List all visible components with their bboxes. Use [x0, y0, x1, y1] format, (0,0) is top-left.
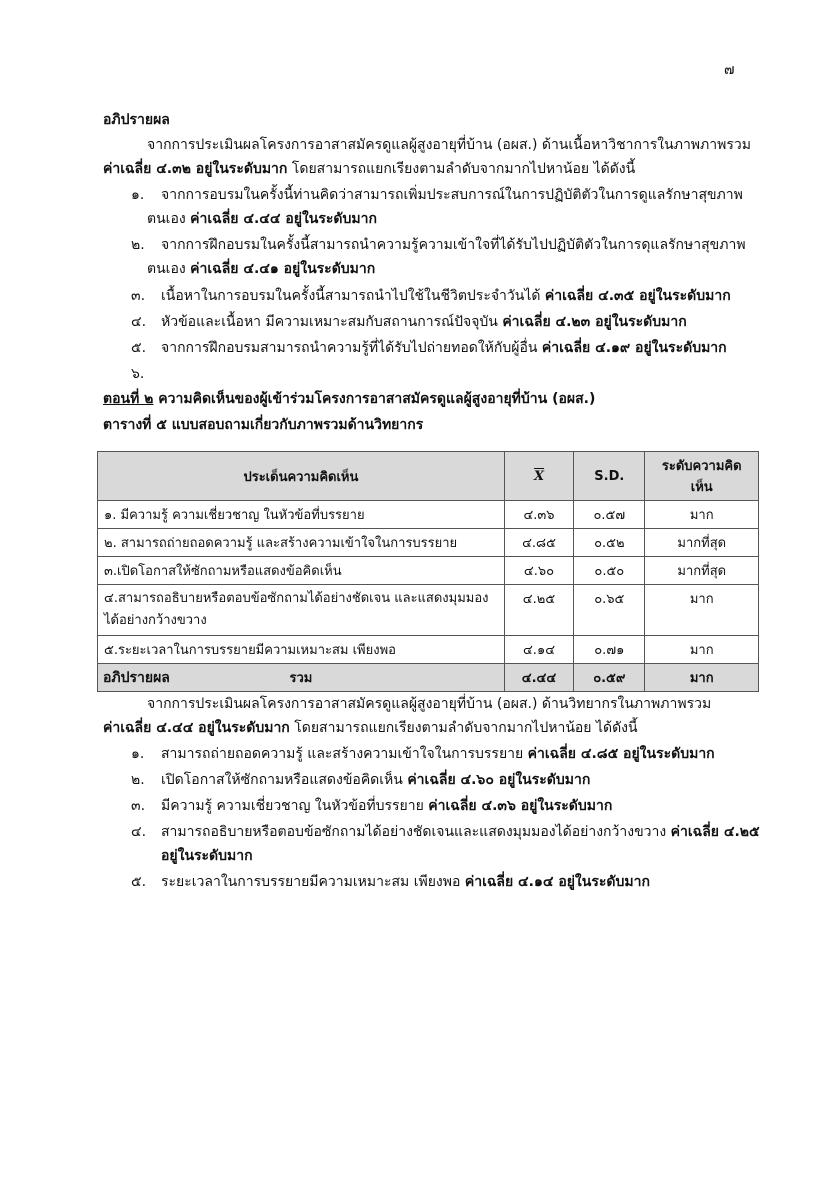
section2-intro-line2: [103, 717, 638, 739]
header-mean: [504, 452, 573, 501]
s2-item-5-text: ระยะเวลาในการบรรยายมีความเหมาะสม เพียงพอ: [161, 874, 465, 890]
table-row: [98, 557, 759, 585]
s2-item-4: [131, 821, 760, 843]
section2-intro-rest: โดยสามารถแยกเรียงตามลำดับจากมากไปหาน้อย ได้ดังนี้: [289, 720, 638, 736]
s2-item-5-bold: ค่าเฉลี่ย ๔.๑๔ อยู่ในระดับมาก: [464, 874, 650, 890]
row-mean: ๔.๖๐: [504, 557, 573, 585]
s2-item-3-text: มีความรู้ ความเชี่ยวชาญ ในหัวข้อที่บรรยาย: [161, 798, 429, 814]
table-total-row: [98, 664, 759, 692]
s2-item-2-bold: ค่าเฉลี่ย ๔.๖๐ อยู่ในระดับมาก: [407, 772, 591, 788]
row-mean: ๔.๓๖: [504, 501, 573, 529]
s2-item-5-num: ๕.: [131, 874, 147, 890]
s2-item-3-bold: ค่าเฉลี่ย ๔.๓๖ อยู่ในระดับมาก: [428, 798, 613, 814]
row-level: มาก: [645, 501, 759, 529]
row-mean: ๔.๒๕: [504, 585, 573, 636]
s1-item-4-num: ๔.: [131, 314, 147, 330]
row-sd: ๐.๗๑: [574, 636, 645, 664]
total-label: รวม: [98, 664, 505, 692]
total-mean: ๔.๔๔: [504, 664, 573, 692]
s1-item-2-pre: ตนเอง: [147, 261, 191, 277]
row-sd: ๐.๕๐: [574, 557, 645, 585]
s1-item-3: [131, 285, 731, 307]
section1-intro-line1: จากการประเมินผลโครงการอาสาสมัครดูแลผู้สูงอายุที่บ้าน (อผส.) ด้านเนื้อหาวิชาการในภาพภาพรวม: [147, 137, 751, 153]
s2-item-2: [131, 769, 590, 791]
s2-item-1-text: สามารถถ่ายถอดความรู้ และสร้างความเข้าใจในการบรรยาย: [161, 746, 528, 762]
s1-item-2-line1: จากการฝึกอบรมในครั้งนี้สามารถนำความรู้ความเข้าใจที่ได้รับไปปฏิบัติตัวในการดุแลรักษาสุขภาพ: [161, 237, 746, 253]
part2-label: ตอนที่ ๒: [103, 391, 154, 407]
total-sd: ๐.๕๙: [574, 664, 645, 692]
s1-item-3-num: ๓.: [131, 288, 146, 304]
row-mean: ๔.๘๕: [504, 529, 573, 557]
page-number: ๗: [724, 62, 735, 78]
s1-item-1-line2: [147, 208, 377, 230]
part2-title-text: ความคิดเห็นของผู้เข้าร่วมโครงการอาสาสมัครดูแลผู้สูงอายุที่บ้าน (อผส.): [153, 391, 596, 407]
s2-item-1-bold: ค่าเฉลี่ย ๔.๘๕ อยู่ในระดับมาก: [527, 746, 715, 762]
row-sd: ๐.๖๕: [574, 585, 645, 636]
s2-item-1-num: ๑.: [131, 746, 145, 762]
s1-item-2-bold: ค่าเฉลี่ย ๔.๔๑ อยู่ในระดับมาก: [190, 261, 376, 277]
s1-item-4: [131, 311, 687, 333]
row-item: ๑. มีความรู้ ความเชี่ยวชาญ ในหัวข้อที่บรรยาย: [98, 501, 505, 529]
s1-item-5-bold: ค่าเฉลี่ย ๔.๑๙ อยู่ในระดับมาก: [541, 340, 727, 356]
table-row: [98, 529, 759, 557]
row-item: ๕.ระยะเวลาในการบรรยายมีความเหมาะสม เพียงพอ: [98, 636, 505, 664]
header-item: ประเด็นความคิดเห็น: [98, 452, 505, 501]
total-level: มาก: [645, 664, 759, 692]
s1-item-1-pre: ตนเอง: [147, 211, 191, 227]
s1-item-5-num: ๕.: [131, 340, 147, 356]
section1-intro-rest: โดยสามารถแยกเรียงตามลำดับจากมากไปหาน้อย ได้ดังนี้: [287, 161, 636, 177]
row-level: มาก: [645, 585, 759, 636]
section2-intro-bold: ค่าเฉลี่ย ๔.๔๔ อยู่ในระดับมาก: [103, 720, 290, 736]
section1-intro-line2: [103, 158, 635, 180]
section1-intro-bold: ค่าเฉลี่ย ๔.๓๒ อยู่ในระดับมาก: [103, 161, 288, 177]
part2-title: [103, 388, 595, 410]
row-mean: ๔.๑๔: [504, 636, 573, 664]
s2-item-2-num: ๒.: [131, 772, 145, 788]
row-item: ๔.สามารถอธิบายหรือตอบข้อซักถามได้อย่างชัดเจน และแสดงมุมมองได้อย่างกว้างขวาง: [98, 585, 505, 636]
s1-item-1-line1: จากการอบรมในครั้งนี้ท่านคิดว่าสามารถเพิ่มประสบการณ์ในการปฏิบัติตัวในการดูแลรักษาสุขภาพ: [161, 187, 743, 203]
s1-item-4-text: หัวข้อและเนื้อหา มีความเหมาะสมกับสถานการณ์ปัจจุบัน: [161, 314, 503, 330]
s1-item-5-text: จากการฝึกอบรมสามารถนำความรู้ที่ได้รับไปถ่ายทอดให้กับผู้อื่น: [161, 340, 542, 356]
row-level: มากที่สุด: [645, 529, 759, 557]
s2-item-4-num: ๔.: [131, 824, 147, 840]
header-sd: S.D.: [574, 452, 645, 501]
opinion-table: [97, 451, 759, 692]
s2-item-4-line2: อยู่ในระดับมาก: [161, 848, 253, 864]
section2-heading: อภิปรายผล: [103, 670, 170, 686]
s1-item-4-bold: ค่าเฉลี่ย ๔.๒๓ อยู่ในระดับมาก: [502, 314, 687, 330]
s2-item-1: [131, 743, 715, 765]
s1-item-6: [131, 363, 161, 385]
section2-intro-line1: จากการประเมินผลโครงการอาสาสมัครดูแลผู้สูงอายุที่บ้าน (อผส.) ด้านวิทยากรในภาพภาพรวม: [147, 696, 712, 712]
row-item: ๒. สามารถถ่ายถอดความรู้ และสร้างความเข้าใจในการบรรยาย: [98, 529, 505, 557]
s1-item-2-num: ๒.: [131, 237, 145, 253]
s1-item-6-num: ๖.: [131, 366, 145, 382]
s2-item-3: [131, 795, 612, 817]
row-level: มาก: [645, 636, 759, 664]
s2-item-5: [131, 871, 650, 893]
s2-item-3-num: ๓.: [131, 798, 146, 814]
s1-item-1-num: ๑.: [131, 187, 145, 203]
row-level: มากที่สุด: [645, 557, 759, 585]
table-row: [98, 501, 759, 529]
s1-item-1: [131, 184, 743, 206]
s1-item-3-bold: ค่าเฉลี่ย ๔.๓๕ อยู่ในระดับมาก: [544, 288, 731, 304]
s2-item-2-text: เปิดโอกาสให้ซักถามหรือแสดงข้อคิดเห็น: [161, 772, 408, 788]
s1-item-3-text: เนื้อหาในการอบรมในครั้งนี้สามารถนำไปใช้ในชีวิตประจำวันได้: [161, 288, 545, 304]
table-row: [98, 636, 759, 664]
section1-heading: อภิปรายผล: [103, 112, 170, 128]
row-item: ๓.เปิดโอกาสให้ซักถามหรือแสดงข้อคิดเห็น: [98, 557, 505, 585]
s1-item-1-bold: ค่าเฉลี่ย ๔.๔๔ อยู่ในระดับมาก: [190, 211, 377, 227]
table-row: [98, 585, 759, 636]
row-sd: ๐.๕๗: [574, 501, 645, 529]
s1-item-2: [131, 234, 746, 256]
s2-item-4-bold1: ค่าเฉลี่ย ๔.๒๕: [670, 824, 760, 840]
header-level: ระดับความคิดเห็น: [645, 452, 759, 501]
row-sd: ๐.๕๒: [574, 529, 645, 557]
table-caption: ตารางที่ ๕ แบบสอบถามเกี่ยวกับภาพรวมด้านวิทยากร: [103, 417, 424, 433]
s1-item-5: [131, 337, 727, 359]
s1-item-2-line2: [147, 258, 375, 280]
s2-item-4-text: สามารถอธิบายหรือตอบข้อซักถามได้อย่างชัดเจนและแสดงมุมมองได้อย่างกว้างขวาง: [161, 824, 671, 840]
mean-symbol: $\overline{X}$: [533, 468, 545, 484]
